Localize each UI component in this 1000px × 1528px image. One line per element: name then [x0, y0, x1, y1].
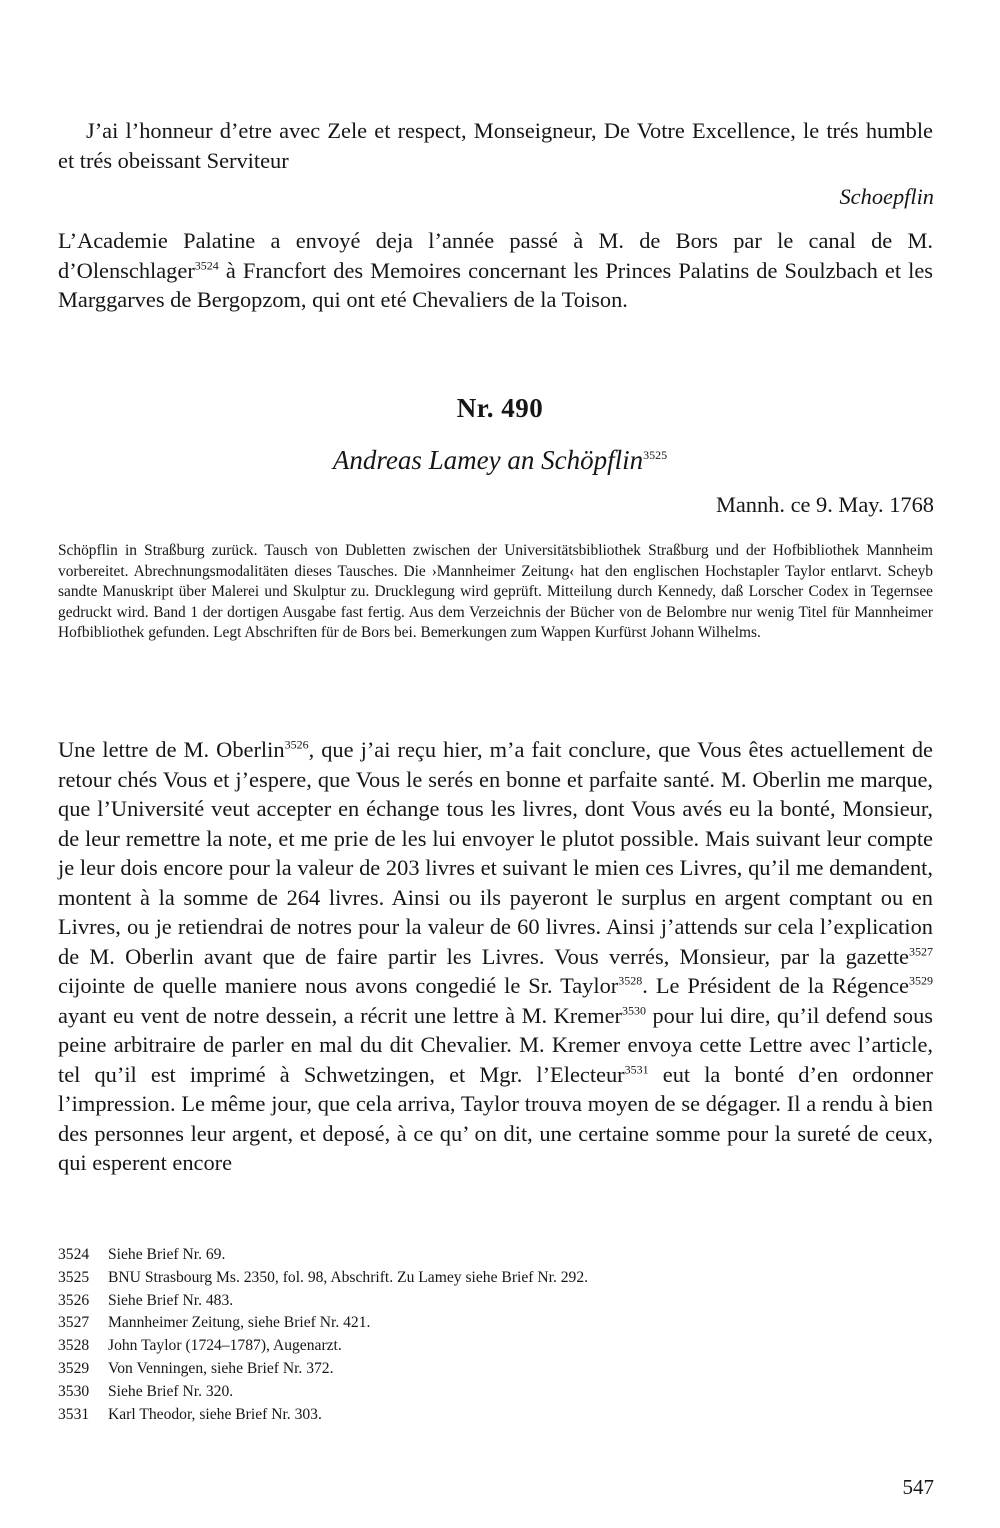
body-text: cijointe de quelle maniere nous avons congedié le Sr. Taylor [58, 973, 619, 998]
postscript-paragraph [58, 226, 933, 315]
footnote [58, 1381, 933, 1404]
footnote-number: 3527 [58, 1314, 90, 1332]
footnote-ref: 3524 [194, 258, 219, 273]
body-text: pour lui dire, qu’il defend sous peine arbitraire de parler en mal du dit Chevalier. M. Kremer envoya cette Lettre avec l’article, tel qu’il est imprimé à Schwetzingen, et Mgr. l’Electeur [58, 1002, 933, 1087]
body-text: eut la bonté d’en ordonner l’impression. Le même jour, que cela arriva, Taylor trouva moyen de se dégager. Il a rendu à bien des personnes leur argent, et deposé, à ce qu’ on dit, une certaine somme pour la sureté de ceux, qui esperent encore [58, 1061, 934, 1175]
closing-paragraph: J’ai l’honneur d’etre avec Zele et respect, Monseigneur, De Votre Excellence, le trés humble et trés obeissant Serviteur [58, 118, 933, 173]
footnote-text: Karl Theodor, siehe Brief Nr. 303. [108, 1405, 322, 1423]
footnote-text: Mannheimer Zeitung, siehe Brief Nr. 421. [108, 1314, 371, 1332]
footnote-ref: 3525 [643, 448, 668, 462]
footnote [58, 1244, 933, 1267]
letter-title-text: Andreas Lamey an Schöpflin [332, 445, 644, 475]
letter-summary: Schöpflin in Straßburg zurück. Tausch von Dubletten zwischen der Universitätsbibliothek Straßburg und der Hofbibliothek Mannheim vorbereitet. Abrechnungsmodalitäten dieses Tausches. Die ›Mannheimer Zeitung‹ hat den englischen Hochstapler Taylor entlarvt. Scheyb sandte Manuskript über Malerei und Skulptur zu. Drucklegung wird geprüft. Mitteilung durch Kennedy, daß Lorscher Codex in Tegernsee gedruckt wird. Band 1 der dortigen Ausgabe fast fertig. Aus dem Verzeichnis der Bücher von de Belombre nur wenig Titel für Mannheimer Hofbibliothek gefunden. Legt Abschriften für de Bors bei. Bemerkungen zum Wappen Kurfürst Johann Wilhelms. [58, 542, 933, 641]
footnote-text: BNU Strasbourg Ms. 2350, fol. 98, Abschrift. Zu Lamey siehe Brief Nr. 292. [108, 1268, 589, 1286]
footnote-ref: 3528 [618, 973, 643, 988]
page-number: 547 [902, 1475, 934, 1499]
footnote-number: 3525 [58, 1268, 90, 1286]
footnote [58, 1358, 933, 1381]
body-text: , que j’ai reçu hier, m’a fait conclure, que Vous êtes actuellement de retour chés Vous et j’espere, que Vous le serés en bonne et parfaite santé. M. Oberlin me marque, que l’Université veut accepter en échange tous les livres, dont Vous avés eu la bonté, Monsieur, de leur remettre la note, et me prie de les lui envoyer le plutot possible. Mais suivant leur compte je leur dois encore pour la valeur de 203 livres et suivant le mien ces Livres, qu’il me demandent, montent à la somme de 264 livres. Ainsi ou ils payeront le surplus en argent comptant ou en Livres, ou je retiendrai de notres pour la valeur de 60 livres. Ainsi j’attends sur cela l’explication de M. Oberlin avant que de faire partir les Livres. Vous verrés, Monsieur, par la gazette [58, 737, 933, 969]
footnote [58, 1335, 933, 1358]
letter-number: Nr. 490 [456, 393, 544, 423]
body-text: . Le Président de la Régence [642, 973, 909, 998]
footnote-text: John Taylor (1724–1787), Augenarzt. [108, 1337, 342, 1355]
footnote [58, 1267, 933, 1290]
footnote-number: 3531 [58, 1405, 90, 1423]
postscript-text: à Francfort des Memoires concernant les Princes Palatins de Soulzbach et les Marggarves de Bergopzom, qui ont eté Chevaliers de la Toison. [58, 257, 933, 312]
footnote-number: 3529 [58, 1359, 90, 1377]
footnote [58, 1312, 933, 1335]
footnote [58, 1404, 933, 1427]
footnote-ref: 3531 [624, 1062, 649, 1077]
footnote-number: 3528 [58, 1337, 90, 1355]
letter-date: Mannh. ce 9. May. 1768 [715, 492, 934, 517]
footnote-number: 3530 [58, 1382, 90, 1400]
letter-body [58, 735, 933, 1178]
body-text: Une lettre de M. Oberlin [58, 737, 285, 762]
footnote-ref: 3529 [909, 973, 933, 988]
footnote-number: 3524 [58, 1246, 90, 1263]
footnote-text: Siehe Brief Nr. 320. [108, 1382, 234, 1400]
footnote [58, 1290, 933, 1313]
footnote-text: Von Venningen, siehe Brief Nr. 372. [108, 1359, 334, 1377]
postscript-text: L’Academie Palatine a envoyé deja l’année passé à M. de Bors par le canal de M. d’Olenschlager [58, 228, 933, 283]
footnote-ref: 3527 [909, 944, 933, 959]
footnote-ref: 3526 [284, 737, 309, 752]
letter-title [0, 445, 1000, 476]
footnote-ref: 3530 [621, 1003, 646, 1018]
footnote-text: Siehe Brief Nr. 69. [108, 1246, 226, 1263]
body-text: ayant eu vent de notre dessein, a récrit une lettre à M. Kremer [58, 1002, 622, 1028]
footnote-number: 3526 [58, 1291, 90, 1309]
signature: Schoepflin [839, 184, 934, 209]
footnotes [58, 1244, 933, 1426]
footnote-text: Siehe Brief Nr. 483. [108, 1291, 234, 1309]
